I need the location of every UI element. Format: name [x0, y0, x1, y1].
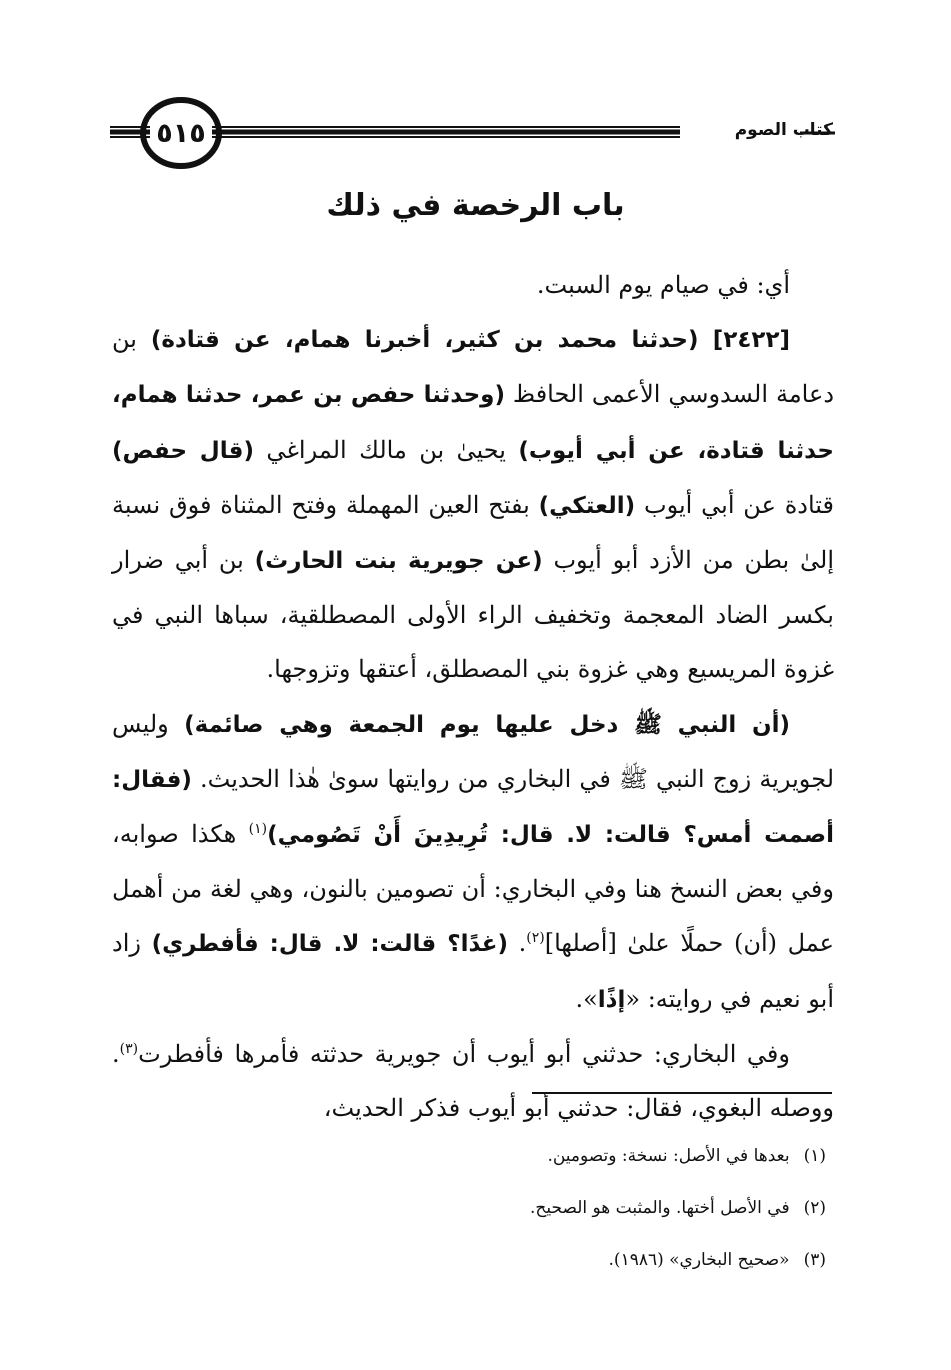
bold-text: إذًا: [597, 986, 626, 1013]
bold-text: (عن جويرية بنت الحارث): [254, 548, 543, 575]
footnote-1: [112, 1130, 834, 1182]
running-title: كتاب الصوم: [734, 120, 833, 140]
footnote-number: (١): [803, 1146, 826, 1166]
paragraph-2: [112, 312, 834, 696]
text-span: .: [507, 929, 527, 958]
footnote-number: (٢): [803, 1198, 826, 1218]
text-span: قتادة عن أبي أيوب: [635, 490, 834, 519]
footnote-ref-2[interactable]: (٢): [526, 930, 545, 947]
footnote-2: [112, 1182, 834, 1234]
page-header: [0, 92, 951, 174]
page-number: ٥١٥: [156, 117, 206, 149]
paragraph-3: [112, 697, 834, 1027]
bold-text: (فقال: أصمت أمس؟ قالت: لا. قال: تُرِيدِينَ أَنْ تَصُومي): [112, 766, 835, 849]
bold-text: (العتكي): [538, 492, 636, 519]
footnote-separator: [532, 1092, 832, 1094]
footnotes: [112, 1130, 834, 1286]
footnote-text: في الأصل أختها. والمثبت هو الصحيح.: [529, 1198, 790, 1218]
footnote-ref-1[interactable]: (١): [248, 821, 268, 838]
footnote-ref-3[interactable]: (٣): [119, 1040, 139, 1057]
text-span: ».: [575, 984, 598, 1013]
bold-text: (غدًا؟ قالت: لا. قال: فأفطري): [151, 931, 508, 958]
paragraph-1: أي: في صيام يوم السبت.: [536, 271, 790, 299]
text-span: بفتح العين المهملة وفتح المثناة فوق نسبة إلىٰ بطن من الأزد أبو أيوب: [112, 490, 834, 575]
text-span: بن دعامة السدوسي الأعمى الحافظ: [112, 325, 835, 409]
text-span: زاد أبو نعيم في روايته: «: [112, 929, 834, 1013]
chapter-title: باب الرخصة في ذلك: [326, 188, 625, 223]
text-span: يحيىٰ بن مالك المراغي: [253, 435, 519, 464]
bold-text: (أن النبي ﷺ دخل عليها يوم الجمعة وهي صائمة): [184, 711, 790, 738]
footnote-text: «صحيح البخاري» (١٩٨٦).: [608, 1250, 790, 1270]
bold-text: (قال حفص): [112, 437, 254, 464]
text-span: وفي البخاري: حدثني أبو أيوب أن جويرية حدثته فأمرها فأفطرت: [138, 1039, 790, 1068]
footnote-text: بعدها في الأصل: نسخة: وتصومين.: [547, 1146, 790, 1166]
bold-text: [٢٤٢٢] (حدثنا محمد بن كثير، أخبرنا همام، عن قتادة): [150, 327, 790, 354]
body-text: [112, 258, 834, 1135]
text-span: وليس لجويرية زوج النبي ﷺ في البخاري من روايتها سوىٰ هٰذا الحديث.: [112, 709, 834, 793]
footnote-3: [112, 1234, 834, 1286]
text-span: . ووصله البغوي، فقال: حدثني أبو أيوب فذكر الحديث،: [112, 1039, 834, 1123]
paragraph-4: [112, 1027, 834, 1135]
text-span: هكذا صوابه، وفي بعض النسخ هنا وفي البخاري: أن تصومين بالنون، وهي لغة من أهمل عمل (أن) حملًا علىٰ [أصلها]: [112, 820, 835, 958]
bold-text: (وحدثنا حفص بن عمر، حدثنا همام، حدثنا قتادة، عن أبي أيوب): [112, 382, 834, 464]
footnote-number: (٣): [803, 1250, 826, 1270]
text-span: بن أبي ضرار بكسر الضاد المعجمة وتخفيف الراء الأولى المصطلقية، سباها النبي في غزوة المريسيع وهي غزوة بني المصطلق، أعتقها وتزوجها.: [112, 546, 834, 684]
